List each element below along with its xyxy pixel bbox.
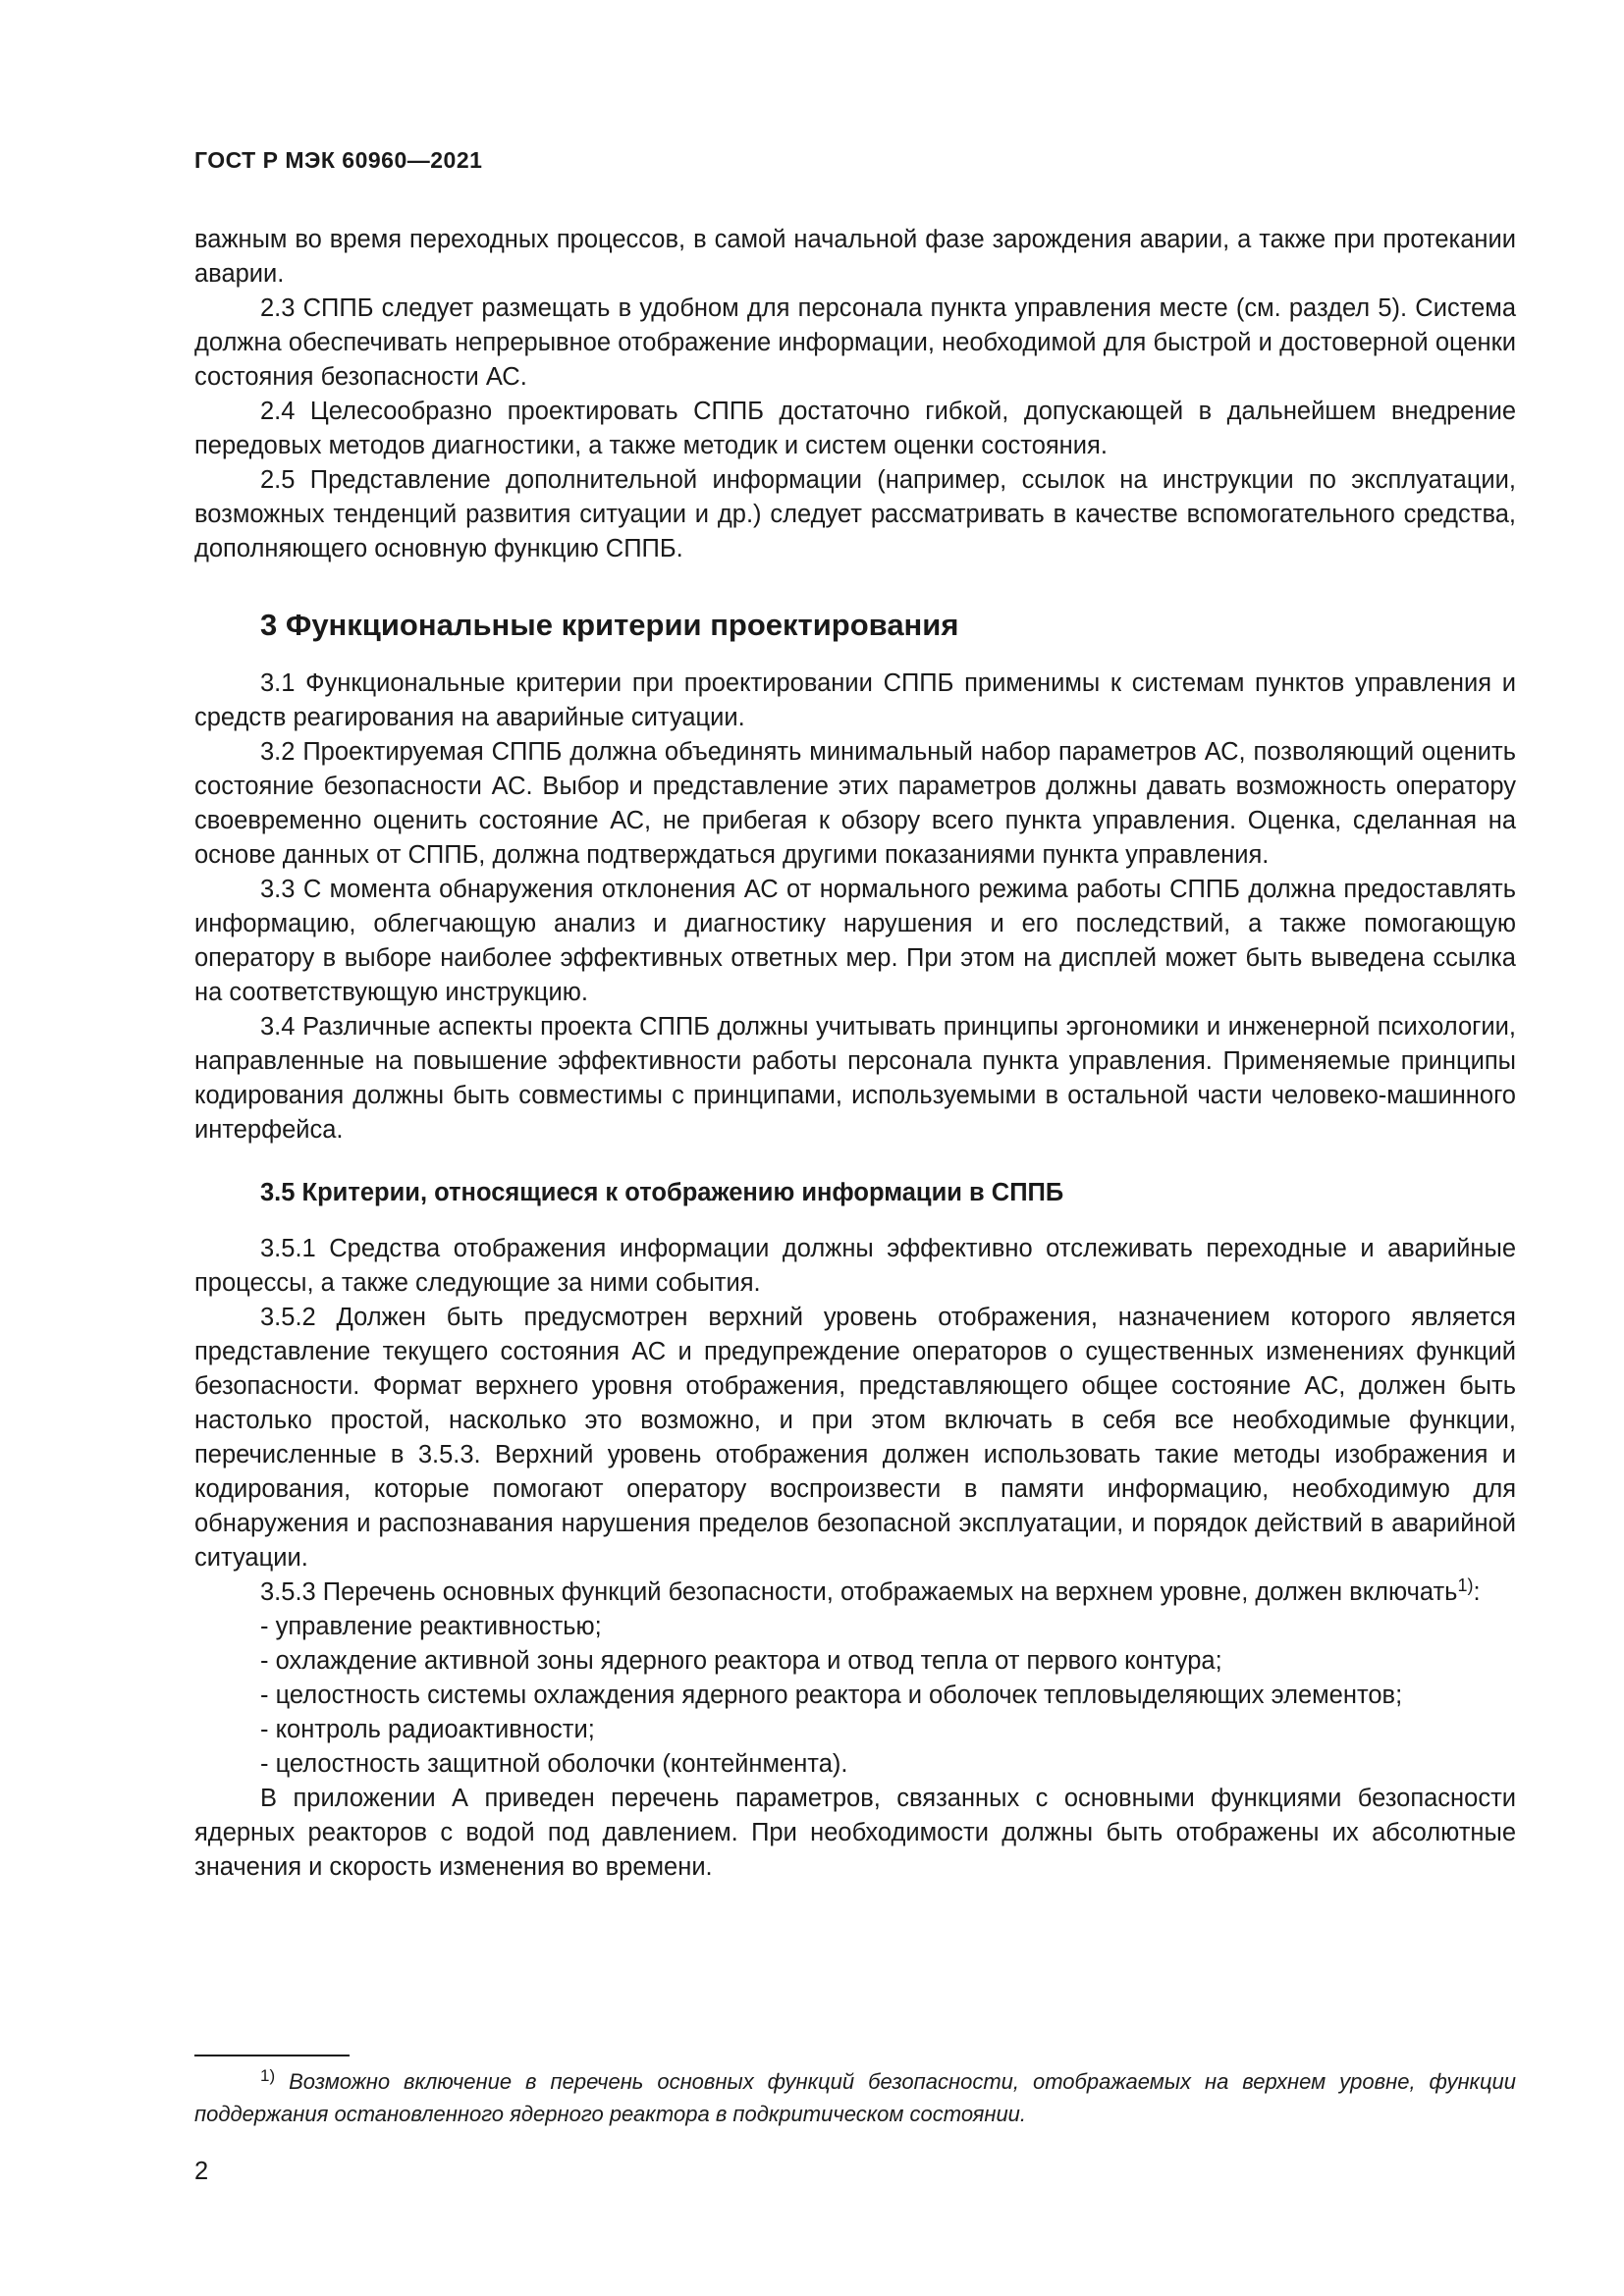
paragraph-3-5-3-colon: : bbox=[1473, 1578, 1481, 1606]
footnote-text: Возможно включение в перечень основных функций безопасности, отображаемых на верхнем уровне, функции поддержания остановленного ядерного реактора в подкритическом состоянии. bbox=[194, 2069, 1516, 2126]
paragraph-3-4: 3.4 Различные аспекты проекта СППБ должны учитывать принципы эргономики и инженерной психологии, направленные на повышение эффективности работы персонала пункта управления. Применяемые принципы кодирования должны быть совместимы с принципами, используемыми в остальной части человеко-машинного интерфейса. bbox=[194, 1013, 1516, 1144]
paragraph-3-5-2: 3.5.2 Должен быть предусмотрен верхний уровень отображения, назначением которого является представление текущего состояния АС и предупреждение операторов о существенных изменениях функций безопасности. Формат верхнего уровня отображения, представляющего общее состояние АС, должен быть настолько простой, насколько это возможно, и при этом включать в себя все необходимые функции, перечисленные в 3.5.3. Верхний уровень отображения должен использовать такие методы изображения и кодирования, которые помогают оператору воспроизвести в памяти информацию, необходимую для обнаружения и распознавания нарушения пределов безопасной эксплуатации, и порядок действий в аварийной ситуации. bbox=[194, 1304, 1516, 1572]
document-header: ГОСТ Р МЭК 60960—2021 bbox=[194, 147, 483, 173]
body-text bbox=[194, 223, 1516, 1885]
paragraph-3-2: 3.2 Проектируемая СППБ должна объединять минимальный набор параметров АС, позволяющий оценить состояние безопасности АС. Выбор и представление этих параметров должны давать возможность оператору своевременно оценить состояние АС, не прибегая к обзору всего пункта управления. Оценка, сделанная на основе данных от СППБ, должна подтверждаться другими показаниями пункта управления. bbox=[194, 738, 1516, 869]
section-3-heading: 3 Функциональные критерии проектирования bbox=[260, 608, 959, 642]
paragraph-3-5-3 bbox=[194, 1575, 1516, 1610]
paragraph-appendix-reference: В приложении А приведен перечень параметров, связанных с основными функциями безопасности ядерных реакторов с водой под давлением. При необходимости должны быть отображены их абсолютные значения и скорость изменения во времени. bbox=[194, 1785, 1516, 1881]
list-item: - управление реактивностью; bbox=[260, 1613, 602, 1640]
list-item: - целостность системы охлаждения ядерного реактора и оболочек тепловыделяющих элементов; bbox=[260, 1682, 1403, 1709]
paragraph-3-3: 3.3 С момента обнаружения отклонения АС от нормального режима работы СППБ должна предоставлять информацию, облегчающую анализ и диагностику нарушения и его последствий, а также помогающую оператору в выборе наиболее эффективных ответных мер. При этом на дисплей может быть выведена ссылка на соответствующую инструкцию. bbox=[194, 876, 1516, 1006]
paragraph-continuation: важным во время переходных процессов, в самой начальной фазе зарождения аварии, а также при протекании аварии. bbox=[194, 226, 1516, 288]
paragraph-2-5: 2.5 Представление дополнительной информации (например, ссылок на инструкции по эксплуатации, возможных тенденций развития ситуации и др.) следует рассматривать в качестве вспомогательного средства, дополняющего основную функцию СППБ. bbox=[194, 466, 1516, 562]
paragraph-3-5-1: 3.5.1 Средства отображения информации должны эффективно отслеживать переходные и аварийные процессы, а также следующие за ними события. bbox=[194, 1235, 1516, 1297]
footnote-mark: 1) bbox=[260, 2066, 276, 2085]
paragraph-3-5-3-text: 3.5.3 Перечень основных функций безопасности, отображаемых на верхнем уровне, должен включать bbox=[260, 1578, 1458, 1606]
list-item: - контроль радиоактивности; bbox=[260, 1716, 595, 1743]
list-item: - целостность защитной оболочки (контейнмента). bbox=[260, 1750, 848, 1778]
paragraph-3-1: 3.1 Функциональные критерии при проектировании СППБ применимы к системам пунктов управления и средств реагирования на аварийные ситуации. bbox=[194, 669, 1516, 731]
paragraph-2-4: 2.4 Целесообразно проектировать СППБ достаточно гибкой, допускающей в дальнейшем внедрение передовых методов диагностики, а также методик и систем оценки состояния. bbox=[194, 398, 1516, 459]
paragraph-2-3: 2.3 СППБ следует размещать в удобном для персонала пункта управления месте (см. раздел 5). Система должна обеспечивать непрерывное отображение информации, необходимой для быстрой и достоверной оценки состояния безопасности АС. bbox=[194, 294, 1516, 391]
page-number: 2 bbox=[194, 2158, 209, 2185]
footnote-reference: 1) bbox=[1457, 1575, 1474, 1595]
list-item: - охлаждение активной зоны ядерного реактора и отвод тепла от первого контура; bbox=[260, 1647, 1222, 1675]
section-3-5-heading: 3.5 Критерии, относящиеся к отображению информации в СППБ bbox=[260, 1179, 1064, 1206]
footnote bbox=[194, 2065, 1516, 2130]
footnote-separator bbox=[194, 2055, 350, 2056]
